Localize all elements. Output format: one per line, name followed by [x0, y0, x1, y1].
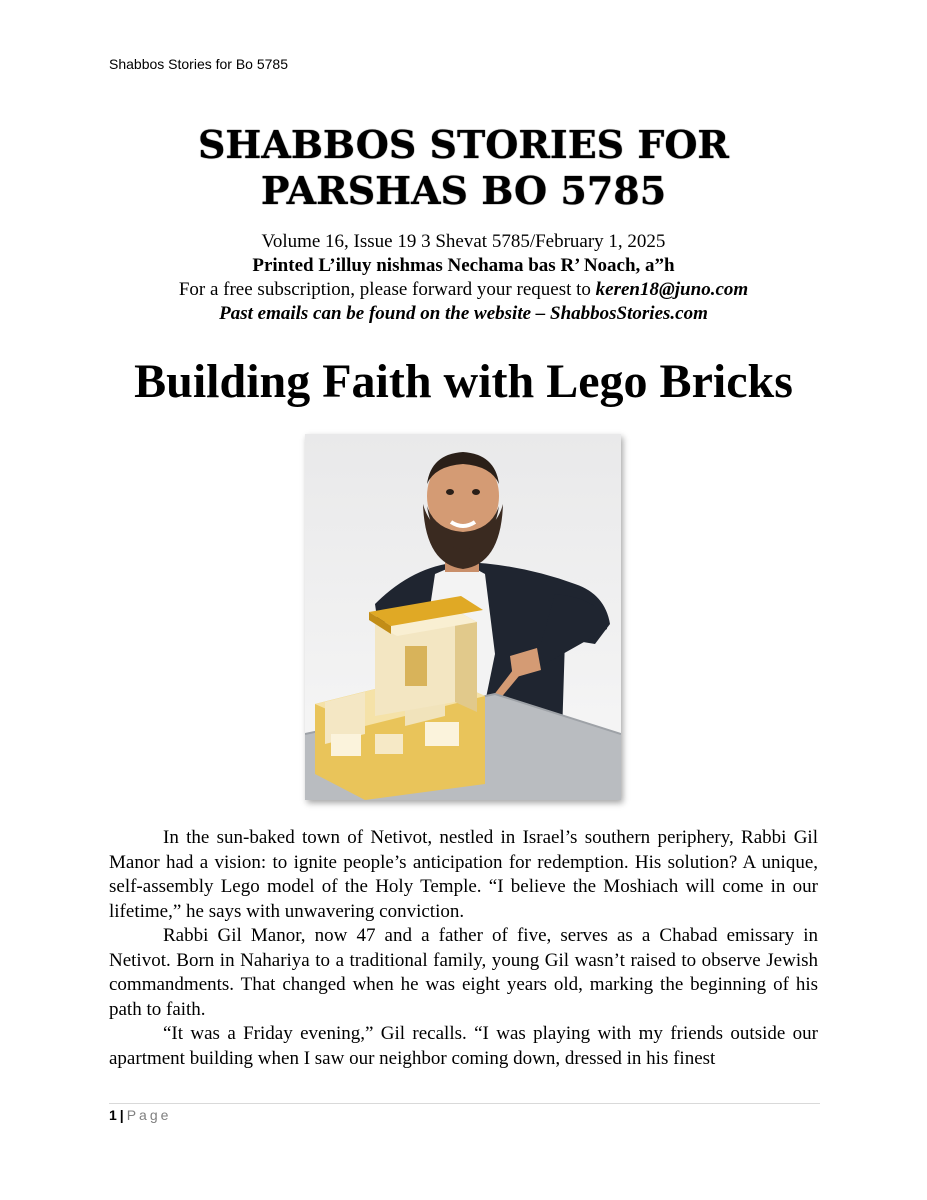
subscription-line — [0, 278, 927, 302]
rabbi-with-lego-temple-photo — [305, 434, 621, 800]
page-number: 1 — [109, 1107, 117, 1123]
paragraph-1: In the sun-baked town of Netivot, nestled in Israel’s southern periphery, Rabbi Gil Manor had a vision: to ignite people’s anticipation for redemption. His solution? A unique, self-assembly Lego model of the Holy Temple. “I believe the Moshiach will come in our lifetime,” he says with unwavering conviction. — [109, 827, 818, 922]
page-footer — [109, 1107, 171, 1123]
issue-meta — [0, 230, 927, 326]
volume-line: Volume 16, Issue 19 3 Shevat 5785/February 1, 2025 — [261, 231, 666, 252]
dedication-line: Printed L’illuy nishmas Nechama bas R’ Noach, a”h — [252, 255, 675, 276]
story-body — [109, 826, 818, 1071]
paragraph-2: Rabbi Gil Manor, now 47 and a father of five, serves as a Chabad emissary in Netivot. Born in Nahariya to a traditional family, young Gil wasn’t raised to observe Jewish commandments. That changed when he was eight years old, marking the beginning of his path to faith. — [109, 925, 818, 1020]
story-title: Building Faith with Lego Bricks — [134, 355, 793, 408]
footer-separator: | — [119, 1107, 124, 1123]
subscription-email[interactable]: keren18@juno.com — [595, 279, 749, 300]
masthead — [0, 122, 927, 214]
subscription-text: For a free subscription, please forward your request to — [178, 279, 596, 300]
paragraph-3: “It was a Friday evening,” Gil recalls. “I was playing with my friends outside our apartment building when I saw our neighbor coming down, dressed in his finest — [109, 1023, 818, 1069]
running-header: Shabbos Stories for Bo 5785 — [109, 56, 289, 72]
story-photo — [305, 434, 621, 800]
footer-divider — [109, 1103, 820, 1104]
masthead-line-2: PARSHAS BO 5785 — [260, 168, 667, 213]
masthead-line-1: SHABBOS STORIES FOR — [197, 122, 730, 167]
page-label: Page — [126, 1107, 172, 1123]
archive-line: Past emails can be found on the website – ShabbosStories.com — [219, 303, 708, 324]
